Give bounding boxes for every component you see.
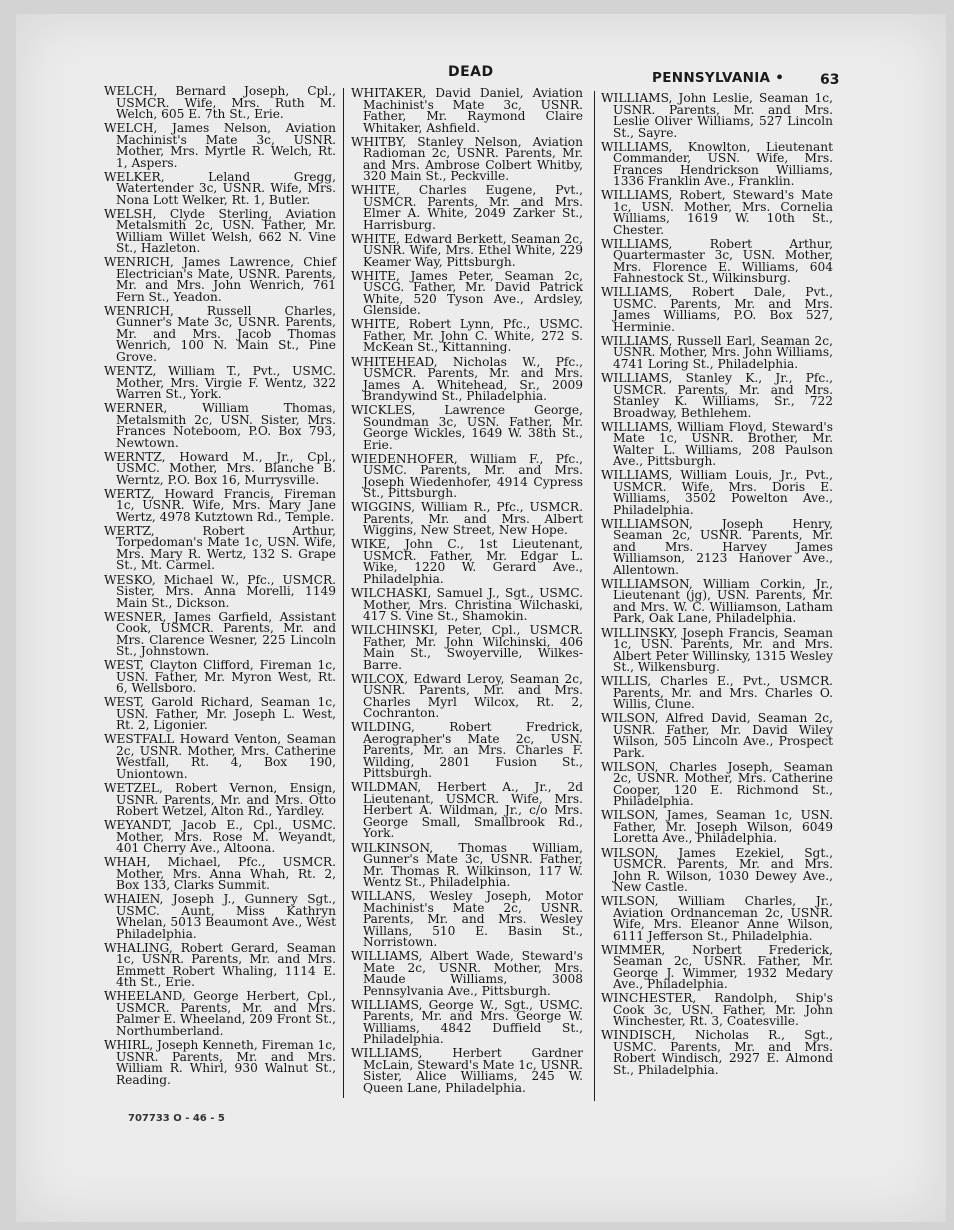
casualty-entry: WEST, Garold Richard, Seaman 1c, USN. Father, Mr. Joseph L. West, Rt. 2, Ligonier. — [104, 695, 336, 733]
casualty-entry: WINCHESTER, Randolph, Ship's Cook 3c, USN. Father, Mr. John Winchester, Rt. 3, Coatesville. — [601, 991, 833, 1029]
casualty-entry: WERTZ, Robert Arthur, Torpedoman's Mate 1c, USN. Wife, Mrs. Mary R. Wertz, 132 S. Grape St., Mt. Carmel. — [104, 523, 336, 573]
casualty-entry: WICKLES, Lawrence George, Soundman 3c, USN. Father, Mr. George Wickles, 1649 W. 38th St., Erie. — [351, 403, 583, 452]
casualty-entry: WILDMAN, Herbert A., Jr., 2d Lieutenant, USMCR. Wife, Mrs. Herbert A. Wildman, Jr., c/o Mrs. George Small, Smallbrook Rd., York. — [351, 780, 583, 841]
casualty-entry: WILLIAMS, William Floyd, Steward's Mate 1c, USNR. Brother, Mr. Walter L. Williams, 208 Paulson Ave., Pittsburgh. — [601, 419, 833, 469]
casualty-entry: WHITE, Edward Berkett, Seaman 2c, USNR. Wife, Mrs. Ethel White, 229 Keamer Way, Pittsburgh. — [351, 231, 583, 269]
casualty-entry: WILSON, James, Seaman 1c, USN. Father, Mr. Joseph Wilson, 6049 Loretta Ave., Philadelphia. — [601, 808, 833, 846]
casualty-entry: WILLIAMS, John Leslie, Seaman 1c, USNR. Parents, Mr. and Mrs. Leslie Oliver Williams, 527 Lincoln St., Sayre. — [601, 91, 833, 140]
casualty-entry: WILLIAMS, Knowlton, Lieutenant Commander, USN. Wife, Mrs. Frances Hendrickson Williams, 1336 Franklin Ave., Franklin. — [601, 139, 833, 189]
casualty-entry: WILLANS, Wesley Joseph, Motor Machinist's Mate 2c, USNR. Parents, Mr. and Mrs. Wesley Willans, 510 E. Basin St., Norristown. — [351, 889, 583, 950]
casualty-entry: WILLIAMSON, Joseph Henry, Seaman 2c, USNR. Parents, Mr. and Mrs. Harvey James Williamson, 2123 Hanover Ave., Allentown. — [601, 516, 833, 577]
casualty-entry: WESTFALL Howard Venton, Seaman 2c, USNR. Mother, Mrs. Catherine Westfall, Rt. 4, Box 190, Uniontown. — [104, 732, 336, 781]
column-divider — [594, 91, 595, 1101]
casualty-entry: WHEELAND, George Herbert, Cpl., USMCR. Parents, Mr. and Mrs. Palmer E. Wheeland, 209 Front St., Northumberland. — [104, 989, 336, 1038]
casualty-entry: WHITEHEAD, Nicholas W., Pfc., USMCR. Parents, Mr. and Mrs. James A. Whitehead, Sr., 2009 Brandywind St., Philadelphia. — [351, 354, 583, 404]
casualty-entry: WELCH, Bernard Joseph, Cpl., USMCR. Wife, Mrs. Ruth M. Welch, 605 E. 7th St., Erie. — [104, 84, 336, 121]
casualty-entry: WERNTZ, Howard M., Jr., Cpl., USMC. Mother, Mrs. Blanche B. Werntz, P.O. Box 16, Murrysville. — [104, 449, 336, 487]
column-3 — [601, 93, 833, 1079]
print-code: 707733 O - 46 - 5 — [128, 1113, 225, 1124]
casualty-entry: WHAIEN, Joseph J., Gunnery Sgt., USMC. Aunt, Miss Kathryn Whelan, 5013 Beaumont Ave., West Philadelphia. — [104, 892, 336, 941]
casualty-entry: WINDISCH, Nicholas R., Sgt., USMC. Parents, Mr. and Mrs. Robert Windisch, 2927 E. Almond St., Philadelphia. — [601, 1028, 833, 1077]
casualty-entry: WHITE, Robert Lynn, Pfc., USMC. Father, Mr. John C. White, 272 S. McKean St., Kittanning. — [351, 317, 583, 355]
casualty-entry: WILSON, Charles Joseph, Seaman 2c, USNR. Mother, Mrs. Catherine Cooper, 120 E. Richmond St., Philadelphia. — [601, 759, 833, 809]
casualty-entry: WILSON, William Charles, Jr., Aviation Ordnanceman 2c, USNR. Wife, Mrs. Eleanor Anne Wilson, 6111 Jefferson St., Philadelphia. — [601, 894, 833, 943]
state-name: PENNSYLVANIA — [652, 70, 771, 86]
casualty-entry: WILSON, Alfred David, Seaman 2c, USNR. Father, Mr. David Wiley Wilson, 505 Lincoln Ave., Prospect Park. — [601, 711, 833, 760]
casualty-entry: WILLIAMS, George W., Sgt., USMC. Parents, Mr. and Mrs. George W. Williams, 4842 Duffield St., Philadelphia. — [351, 997, 583, 1047]
casualty-entry: WIGGINS, William R., Pfc., USMCR. Parents, Mr. and Mrs. Albert Wiggins, New Street, New Hope. — [351, 500, 583, 538]
casualty-entry: WILDING, Robert Fredrick, Aerographer's Mate 2c, USN. Parents, Mr. an Mrs. Charles F. Wilding, 2801 Fusion St., Pittsburgh. — [351, 720, 583, 781]
column-2 — [351, 88, 583, 1097]
state-heading: PENNSYLVANIA • — [652, 70, 785, 86]
casualty-entry: WENTZ, William T., Pvt., USMC. Mother, Mrs. Virgie F. Wentz, 322 Warren St., York. — [104, 364, 336, 402]
casualty-entry: WILSON, James Ezekiel, Sgt., USMCR. Parents, Mr. and Mrs. John R. Wilson, 1030 Dewey Ave., New Castle. — [601, 845, 833, 894]
casualty-entry: WILLIAMS, Herbert Gardner McLain, Steward's Mate 1c, USNR. Sister, Alice Williams, 245 W. Queen Lane, Philadelphia. — [351, 1046, 583, 1095]
casualty-entry: WHITAKER, David Daniel, Aviation Machinist's Mate 3c, USNR. Father, Mr. Raymond Claire Whitaker, Ashfield. — [351, 86, 583, 135]
casualty-entry: WESKO, Michael W., Pfc., USMCR. Sister, Mrs. Anna Morelli, 1149 Main St., Dickson. — [104, 572, 336, 610]
casualty-entry: WELCH, James Nelson, Aviation Machinist's Mate 3c, USNR. Mother, Mrs. Myrtle R. Welch, Rt. 1, Aspers. — [104, 121, 336, 170]
casualty-entry: WILKINSON, Thomas William, Gunner's Mate 3c, USNR. Father, Mr. Thomas R. Wilkinson, 117 W. Wentz St., Philadelphia. — [351, 840, 583, 889]
casualty-entry: WILLIAMS, Russell Earl, Seaman 2c, USNR. Mother, Mrs. John Williams, 4741 Loring St., Philadelphia. — [601, 333, 833, 371]
casualty-entry: WHITE, James Peter, Seaman 2c, USCG. Father, Mr. David Patrick White, 520 Tyson Ave., Ardsley, Glenside. — [351, 268, 583, 318]
casualty-entry: WIKE, John C., 1st Lieutenant, USMCR. Father, Mr. Edgar L. Wike, 1220 W. Gerard Ave., Philadelphia. — [351, 537, 583, 586]
casualty-entry: WILCOX, Edward Leroy, Seaman 2c, USNR. Parents, Mr. and Mrs. Charles Myrl Wilcox, Rt. 2, Cochranton. — [351, 671, 583, 721]
casualty-entry: WENRICH, Russell Charles, Gunner's Mate 3c, USNR. Parents, Mr. and Mrs. Jacob Thomas Wenrich, 100 N. Main St., Pine Grove. — [104, 303, 336, 364]
casualty-entry: WILLIAMS, Stanley K., Jr., Pfc., USMCR. Parents, Mr. and Mrs. Stanley K. Williams, Sr., 722 Broadway, Bethlehem. — [601, 371, 833, 420]
casualty-entry: WELKER, Leland Gregg, Watertender 3c, USNR. Wife, Mrs. Nona Lott Welker, Rt. 1, Butler. — [104, 169, 336, 207]
casualty-entry: WILLIAMS, Robert Arthur, Quartermaster 3c, USN. Mother, Mrs. Florence E. Williams, 604 Fahnestock St., Wilkinsburg. — [601, 236, 833, 286]
casualty-entry: WENRICH, James Lawrence, Chief Electrician's Mate, USNR. Parents, Mr. and Mrs. John Wenrich, 761 Fern St., Yeadon. — [104, 255, 336, 304]
casualty-entry: WILLIS, Charles E., Pvt., USMCR. Parents, Mr. and Mrs. Charles O. Willis, Clune. — [601, 674, 833, 712]
casualty-entry: WILLIAMSON, William Corkin, Jr., Lieutenant (jg), USN. Parents, Mr. and Mrs. W. C. Williamson, Latham Park, Oak Lane, Philadelphia. — [601, 576, 833, 626]
casualty-entry: WERTZ, Howard Francis, Fireman 1c, USNR. Wife, Mrs. Mary Jane Wertz, 4978 Kutztown Rd., Temple. — [104, 486, 336, 524]
casualty-entry: WHIRL, Joseph Kenneth, Fireman 1c, USNR. Parents, Mr. and Mrs. William R. Whirl, 930 Walnut St., Reading. — [104, 1038, 336, 1087]
casualty-entry: WILLIAMS, Robert Dale, Pvt., USMC. Parents, Mr. and Mrs. James Williams, P.O. Box 527, Herminie. — [601, 285, 833, 334]
casualty-entry: WEST, Clayton Clifford, Fireman 1c, USN. Father, Mr. Myron West, Rt. 6, Wellsboro. — [104, 658, 336, 696]
casualty-entry: WIEDENHOFER, William F., Pfc., USMC. Parents, Mr. and Mrs. Joseph Wiedenhofer, 4914 Cypress St., Pittsburgh. — [351, 451, 583, 501]
casualty-entry: WHALING, Robert Gerard, Seaman 1c, USNR. Parents, Mr. and Mrs. Emmett Robert Whaling, 1114 E. 4th St., Erie. — [104, 940, 336, 990]
page-title: DEAD — [448, 64, 494, 80]
casualty-entry: WILLIAMS, Robert, Steward's Mate 1c, USN. Mother, Mrs. Cornelia Williams, 1619 W. 10th St., Chester. — [601, 188, 833, 237]
casualty-entry: WHITBY, Stanley Nelson, Aviation Radioman 2c, USNR. Parents, Mr. and Mrs. Ambrose Colbert Whitby, 320 Main St., Peckville. — [351, 134, 583, 184]
casualty-entry: WILLIAMS, William Louis, Jr., Pvt., USMCR. Wife, Mrs. Doris E. Williams, 3502 Powelton Ave., Philadelphia. — [601, 468, 833, 517]
page-number: 63 — [820, 72, 840, 88]
casualty-entry: WELSH, Clyde Sterling, Aviation Metalsmith 2c, USN. Father, Mr. William Willet Welsh, 662 N. Vine St., Hazleton. — [104, 206, 336, 256]
casualty-entry: WERNER, William Thomas, Metalsmith 2c, USN. Sister, Mrs. Frances Noteboom, P.O. Box 793, Newtown. — [104, 401, 336, 450]
casualty-entry: WESNER, James Garfield, Assistant Cook, USMCR. Parents, Mr. and Mrs. Clarence Wesner, 225 Lincoln St., Johnstown. — [104, 609, 336, 659]
column-divider — [343, 88, 344, 1098]
casualty-entry: WILLINSKY, Joseph Francis, Seaman 1c, USN. Parents, Mr. and Mrs. Albert Peter Willinsky, 1315 Wesley St., Wilkensburg. — [601, 625, 833, 675]
casualty-entry: WHITE, Charles Eugene, Pvt., USMCR. Parents, Mr. and Mrs. Elmer A. White, 2049 Zarker St., Harrisburg. — [351, 183, 583, 232]
casualty-entry: WHAH, Michael, Pfc., USMCR. Mother, Mrs. Anna Whah, Rt. 2, Box 133, Clarks Summit. — [104, 855, 336, 893]
casualty-entry: WILCHINSKI, Peter, Cpl., USMCR. Father, Mr. John Wilchinski, 406 Main St., Swoyerville, Wilkes-Barre. — [351, 623, 583, 672]
column-1 — [104, 86, 336, 1089]
casualty-entry: WIMMER, Norbert Frederick, Seaman 2c, USNR. Father, Mr. George J. Wimmer, 1932 Medary Ave., Philadelphia. — [601, 942, 833, 992]
casualty-entry: WILLIAMS, Albert Wade, Steward's Mate 2c, USNR. Mother, Mrs. Maude Williams, 3008 Pennsylvania Ave., Pittsburgh. — [351, 949, 583, 998]
casualty-entry: WETZEL, Robert Vernon, Ensign, USNR. Parents, Mr. and Mrs. Otto Robert Wetzel, Alton Rd., Yardley. — [104, 781, 336, 818]
casualty-entry: WEYANDT, Jacob E., Cpl., USMC. Mother, Mrs. Rose M. Weyandt, 401 Cherry Ave., Altoona. — [104, 818, 336, 856]
casualty-entry: WILCHASKI, Samuel J., Sgt., USMC. Mother, Mrs. Christina Wilchaski, 417 S. Vine St., Shamokin. — [351, 586, 583, 624]
